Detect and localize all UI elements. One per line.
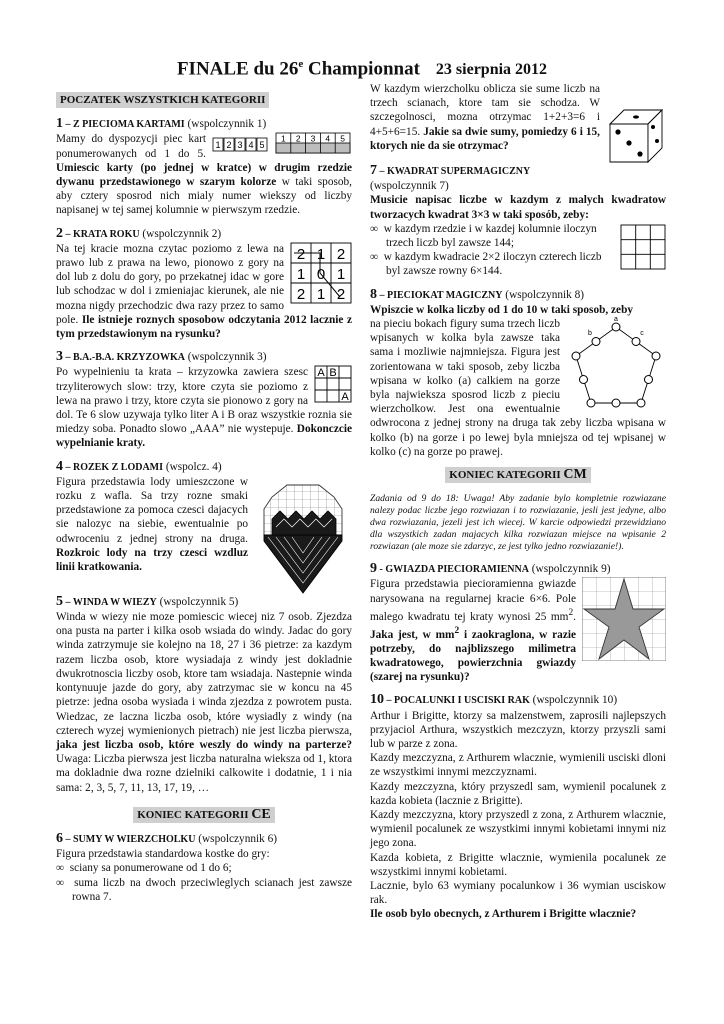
grid-digit: 0 [316,265,326,283]
grid-digit: 1 [316,245,326,263]
waffle-cone [264,535,342,593]
problem-10-question: Ile osob bylo obecnych, z Arthurem i Brigitte wlacznie? [370,908,637,921]
problem-3-title: 3 – B.A.-B.A. KRZYZOWKA (wspolczynnik 3) [56,349,267,365]
carpet-grid [276,133,350,153]
card-number: 1 [215,140,221,151]
star-figure [582,577,666,661]
problem-7-title: 7 – KWADRAT SUPERMAGICZNY [370,163,531,178]
problem-8-text: a b c na pieciu bokach figury suma trzech liczb wpisanych w kolka byla zawsze taka sama i mozliwie najmniejsza. Figura jest zorientowana w taki sposob, zeby liczba wpisana w kolko (a) calkiem na gorze byla najwieksza sposrod liczb z pieciu wierzcholkow. Jest ona ewentualnie odwrocona z jednej strony na druga tak zeby liczba wpisana w kolko (b) na gorze i po lewej byla mniejsza od tej wpisanej w kolko (c) na gorze po prawej. [370,317,666,458]
problem-number: 1 [56,116,63,132]
magic-square-grid [620,224,666,270]
problem-name: – Z PIECIOMA KARTAMI [63,119,185,131]
problem-4-title: 4 – ROZEK Z LODAMI (wspolcz. 4) [56,458,222,474]
problem-10-title: 10 – POCALUNKI I USCISKI RAK (wspolczynnik 10) [370,692,618,708]
title-end: Championnat [303,58,420,80]
problem-9-title: 9 - GWIAZDA PIECIORAMIENNA (wspolczynnik 9) [370,561,611,577]
card-number: 5 [259,140,265,151]
grid-digit: 2 [336,285,346,303]
bullet-item: ∞ sciany sa ponumerowane od 1 do 6; [56,862,232,875]
problem-8-statement: Wpiszcie w kolka liczby od 1 do 10 w taki sposob, zeby [370,303,633,316]
end-cm-banner: KONIEC KATEGORII CM [445,467,590,483]
title-sup: e [298,58,304,70]
right-column [370,82,666,922]
grid-digit: 2 [336,245,346,263]
ice-cream-cone-figure [254,475,352,595]
circle-label: b [588,330,592,338]
grid-digit: 1 [336,265,346,283]
problem-6-continued: W kazdym wierzcholku oblicza sie sume liczb na trzech scianach, ktore tam sie schodza. W szczegolnosci, mozna otrzymac 1+2+3=6 i 4+5+6=15. Jakie sa dwie sumy, pomiedzy 6 i 15, ktorych nie da sie otrzymac? [370,82,666,153]
problem-4-text: Figura przedstawia lody umieszczone w rozku z wafla. Sa trzy rozne smaki przedstawione za pomoca czesci dajacych sie nalozyc na siebie, ewentualnie po odwroceniu z jednej strony na druga. Rozkroic lody na trzy czesci wzdluz linii kratkowania. [56,475,352,574]
bullet-item: ∞ w kazdym kwadracie 2×2 iloczyn czterech liczb byl zawsze rowny 6×144. [370,251,602,278]
grid-number: 2 [295,133,301,144]
circle-label: a [614,317,618,324]
problem-8-title: 8 – PIECIOKAT MAGICZNY (wspolczynnik 8) [370,286,585,302]
instructions-note: Zadania od 9 do 18: Uwaga! Aby zadanie bylo kompletnie rozwiazane nalezy podac liczbe jego rozwiazan i to rozwiazanie, jesli jest jedyne, albo dwa rozwiazania, jezeli jest ich wiecej. W karcie odpowiedzi przewidziano dla wszystkich zadan majacych kilka rozwiazan miejsce na wpisanie 2 rozwiazan (ale moze sie zdarzyc, ze jest tylko jedno rozwiazanie!). [370,493,666,553]
grid-digit: 2 [296,245,306,263]
problem-2-title: 2 – KRATA ROKU (wspolczynnik 2) [56,225,222,241]
problem-7-coef: (wspolczynnik 7) [370,180,449,193]
problem-6-title: 6 – SUMY W WIERZCHOLKU (wspolczynnik 6) [56,830,278,846]
problem-10-line: Kazdy mezczyzna, ktory przyszedl z zona, z Arthurem wlacznie, wymienil pocalunek ze wszystkimi innymi kobietami innymi niz jego zona. [370,809,666,850]
problem-10-line: Kazda kobieta, z Brigitte wlacznie, wymienila pocalunek ze wszystkimi innymi kobietami. [370,851,666,878]
crossword-letter: A [341,391,349,404]
problem-7-statement: Musicie napisac liczbe w kazdym z malych kwadratow tworzacych kwadrat 3×3 w taki sposób, zeby: [370,194,666,221]
title-date: 23 sierpnia 2012 [435,61,548,79]
end-ce-banner: KONIEC KATEGORII CE [133,807,275,823]
crossword-letter: A [317,367,325,380]
grid-number: 4 [325,133,331,144]
grid-digit: 2 [296,285,306,303]
grid-digit: 1 [296,265,306,283]
problem-coef: (wspolczynnik 1) [184,118,267,131]
year-grid-figure [290,242,352,304]
problem-10-line: Kazdy mezczyzna, z Arthurem wlacznie, wymienili usciski dloni ze wszystkimi innymi mezczyznami. [370,752,666,779]
end-ce-banner-wrap [56,807,352,823]
grid-number: 3 [310,133,316,144]
bullet-item: ∞ suma liczb na dwoch przeciwleglych scianach jest zawsze rowna 7. [56,876,352,903]
title-main: FINALE du 26 [176,58,299,80]
crossword-figure [314,365,352,403]
card-row [213,138,267,151]
card-number: 2 [226,140,232,151]
problem-1-text: 1 2 3 4 5 1 2 3 4 5 Mamy do dyspozycji piec kart ponumerowanych od 1 do 5. Umiescic karty (po jednej w kratce) w drugim rzedzie dywanu przedstawionego w szarym kolorze w taki sposob, aby cztery sposrod nich mialy numer wiekszy od liczby napisanej w tej samej kolumnie w pierwszym rzedzie. [56,133,352,217]
grid-digit: 1 [316,285,326,303]
problem-1-title [56,117,352,132]
bullet-item: ∞ w kazdym rzedzie i w kazdej kolumnie iloczyn trzech liczb byl zawsze 144; [370,222,597,250]
problem-10-line: Kazdy mezczyzna, który przyszedl sam, wymienil pocalunek z kazda kobieta (lacznie z Brigitte). [370,780,666,807]
problem-10-text: Arthur i Brigitte, ktorzy sa malzenstwem, zaprosili najlepszych przyjaciol Arthura, wszystkich mezczyzn, ktorzy przyszli sami lub w parze z zona. [370,709,666,751]
gray-row [276,143,350,153]
problem-5-text: Winda w wiezy nie moze pomiescic wiecej niz 7 osob. Zjezdza ona pusta na parter i kilka osob wsiada do windy. Jadac do gory winda zatrzymuje sie kolejno na 18, 27 i 36 pietrze: za kazdym razem liczba osob, ktore wysiadaja z windy jest dokladnie dwukrotnoscia liczby osob, ktore tam wsiadaja. Nastepnie winda kontynuuje jazde do gory, aby zatrzymac sie w koncu na 45 pietrze: jedna osoba wysiada i winda zjezdza z powrotem pusta. Wiedzac, ze laczna liczba osob, które wysiadly z windy (na czterech wyzej wymienionych pietrach) nie jest liczba pierwsza, jaka jest liczba osob, które weszly do windy na parterze? Uwaga: Liczba pierwsza jest liczba naturalna wieksza od 1, ktora ma dokladnie dwa rozne dzielniki calkowite i dodatnie, 1 i nia sama: 2, 3, 5, 7, 11, 13, 17, 19, … [56,611,352,794]
problem-5-title: 5 – WINDA W WIEZY (wspolczynnik 5) [56,593,239,609]
problem-9-text: Figura przedstawia piecioramienna gwiazde narysowana na regularnej kracie 6×6. Pole malego kwadratu tej kraty wynosi 25 $mm^2$. Jaka jest, w $mm^2$ i zaokraglona, w razie potrzeby, do najblizszego milimetra kwadratowego, powierzchnia gwiazdy (szarej na rysunku)? [370,577,666,684]
card-number: 4 [248,140,254,151]
carpet-figure [212,132,352,154]
circle-label: c [640,330,644,338]
pentagon-figure [566,317,666,413]
problem-2-text: 2 1 2 1 0 1 2 1 2 Na tej kracie mozna czytac poziomo z lewa na prawo lub z prawa na lewo, pionowo z gory na dol lub z dolu do gory, po przekatnej idac w gore lub schodzac w dol i zmieniajac kierunek, ale nie mozna nigdy przechodzic dwa razy przez to samo pole. Ile istnieje roznych sposobow odczytania 2012 lacznie z tym przedstawionym na rysunku? [56,242,352,341]
problem-3-text: A B A Po wypelnieniu ta krata – krzyzowka zawiera szesc trzyliterowych slow: trzy, ktore czyta sie poziomo z lewa na prawo i trzy, ktore czyta sie pionowo z gory na dol. Te 6 slow uzywaja tylko liter A i B oraz wszystkie roznia sie miedzy soba. Ponadto slowo „AAA” nie wystepuje. Dokonczcie wypelnianie kraty. [56,366,352,450]
problem-6-intro: Figura przedstawia standardowa kostke do gry: [56,848,270,861]
crossword-letter: B [329,367,337,380]
grid-number: 5 [340,133,345,144]
page-title [0,58,724,80]
left-column [56,92,352,904]
start-banner: POCZATEK WSZYSTKICH KATEGORII [56,92,269,108]
end-cm-banner-wrap [370,467,666,483]
dice-figure [606,106,666,164]
grid-number: 1 [281,133,286,144]
card-number: 3 [237,140,243,151]
problem-10-line: Lacznie, bylo 63 wymiany pocalunkow i 36 wymian usciskow rak. [370,880,666,907]
